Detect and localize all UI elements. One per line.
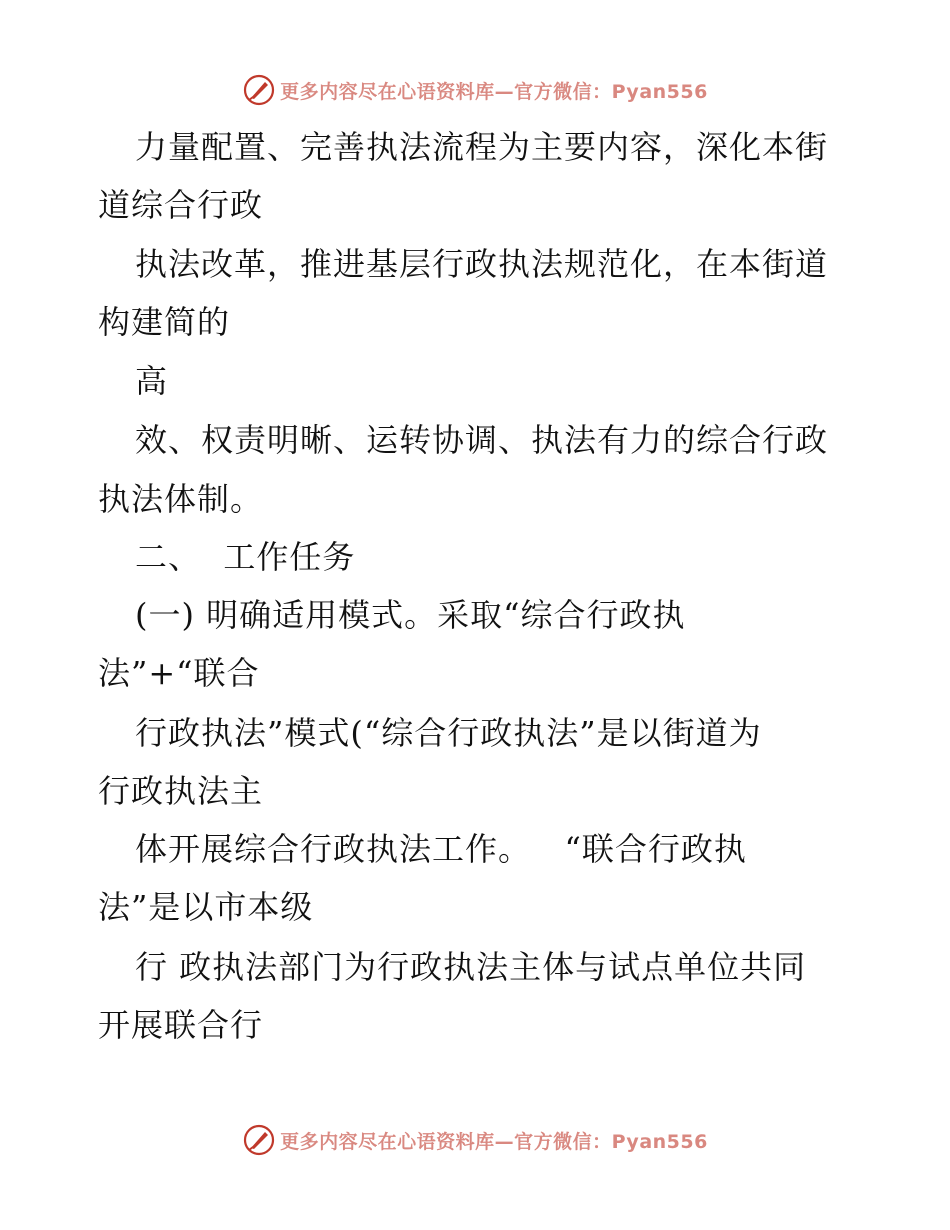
- feather-pen-logo-icon: [242, 73, 276, 107]
- footer-banner: [0, 1120, 950, 1160]
- text-line: 行政执法”模式(“综合行政执法”是以街道为: [135, 714, 762, 752]
- text-line: (一) 明确适用模式。采取“综合行政执: [135, 596, 686, 634]
- text-line: 行政执法主: [98, 772, 264, 810]
- feather-pen-logo-icon: [242, 1123, 276, 1157]
- banner-text: 更多内容尽在心语资料库—官方微信：Pyan556: [280, 1130, 708, 1153]
- text-line: 执法体制。: [98, 480, 264, 518]
- text-line: 执法改革，推进基层行政执法规范化，在本街道: [135, 245, 829, 283]
- text-line: 开展联合行: [98, 1006, 264, 1044]
- header-banner: [0, 70, 950, 110]
- text-line: 法”是以市本级: [98, 888, 314, 926]
- text-line: 力量配置、完善执法流程为主要内容，深化本街: [135, 128, 829, 166]
- text-line: 体开展综合行政执法工作。 “联合行政执: [135, 830, 747, 868]
- banner-text: 更多内容尽在心语资料库—官方微信：Pyan556: [280, 80, 708, 103]
- section-heading: 二、 工作任务: [135, 538, 356, 576]
- text-line: 法”+“联合: [98, 654, 260, 692]
- text-line: 构建简的: [98, 303, 231, 341]
- text-line: 高: [135, 362, 169, 400]
- text-line: 行 政执法部门为行政执法主体与试点单位共同: [135, 948, 807, 986]
- text-line: 道综合行政: [98, 186, 264, 224]
- text-line: 效、权责明晰、运转协调、执法有力的综合行政: [135, 421, 829, 459]
